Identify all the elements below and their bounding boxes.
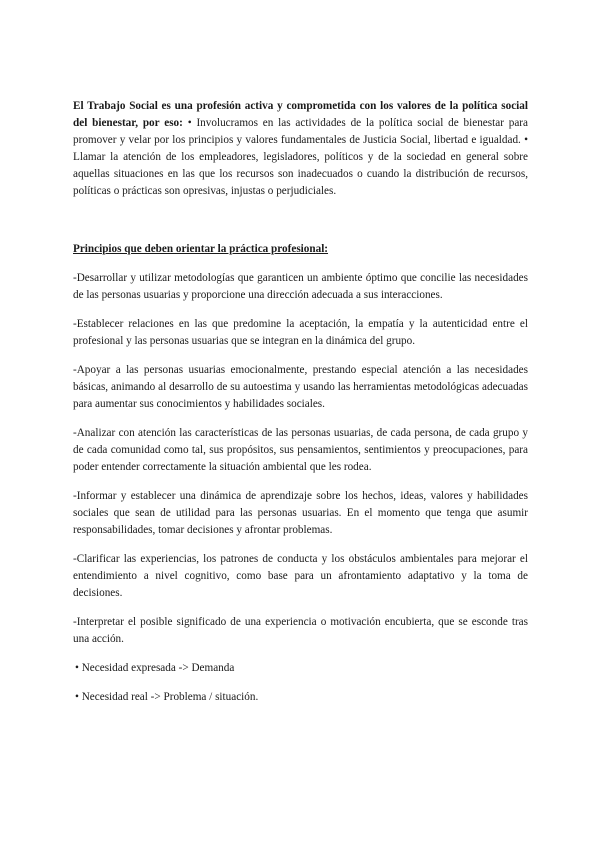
principle-item: -Apoyar a las personas usuarias emocionalmente, prestando especial atención a las necesidades básicas, animando al desarrollo de su autoestima y usando las herramientas metodológicas adecuadas para aumentar sus conocimientos y habilidades sociales.: [73, 364, 528, 410]
bullet-item: • Necesidad expresada -> Demanda: [75, 662, 235, 674]
principle-item: -Clarificar las experiencias, los patrones de conducta y los obstáculos ambientales para mejorar el entendimiento a nivel cognitivo, como base para un afrontamiento adaptativo y la toma de decisiones.: [73, 553, 528, 599]
bullet-item: • Necesidad real -> Problema / situación.: [75, 691, 259, 703]
document-page: [73, 98, 528, 718]
section-heading: Principios que deben orientar la práctica profesional:: [73, 243, 329, 255]
principle-item: -Interpretar el posible significado de una experiencia o motivación encubierta, que se esconde tras una acción.: [73, 616, 528, 645]
intro-text: • Involucramos en las actividades de la política social de bienestar para promover y velar por los principios y valores fundamentales de Justicia Social, libertad e igualdad. • Llamar la atención de los empleadores, legisladores, políticos y de la sociedad en general sobre aquellas situaciones en las que los recursos son inadecuados o cuando la distribución de recursos, políticas o prácticas son opresivas, injustas o perjudiciales.: [73, 117, 529, 197]
intro-paragraph: [73, 98, 528, 200]
principle-item: -Informar y establecer una dinámica de aprendizaje sobre los hechos, ideas, valores y habilidades sociales que sean de utilidad para las personas usuarias. En el momento que tenga que asumir responsabilidades, tomar decisiones y afrontar problemas.: [73, 490, 528, 536]
principle-item: -Desarrollar y utilizar metodologías que garanticen un ambiente óptimo que concilie las necesidades de las personas usuarias y proporcione una dirección adecuada a sus interacciones.: [73, 272, 528, 301]
principle-item: -Establecer relaciones en las que predomine la aceptación, la empatía y la autenticidad entre el profesional y las personas usuarias que se integran en la dinámica del grupo.: [73, 318, 528, 347]
principle-item: -Analizar con atención las características de las personas usuarias, de cada persona, de cada grupo y de cada comunidad como tal, sus propósitos, sus pensamientos, sentimientos y preocupaciones, para poder entender correctamente la situación ambiental que les rodea.: [73, 427, 528, 473]
intro-bold-lead: El Trabajo Social es una profesión activa y comprometida con los valores de la política social del bienestar, por eso:: [73, 100, 528, 129]
